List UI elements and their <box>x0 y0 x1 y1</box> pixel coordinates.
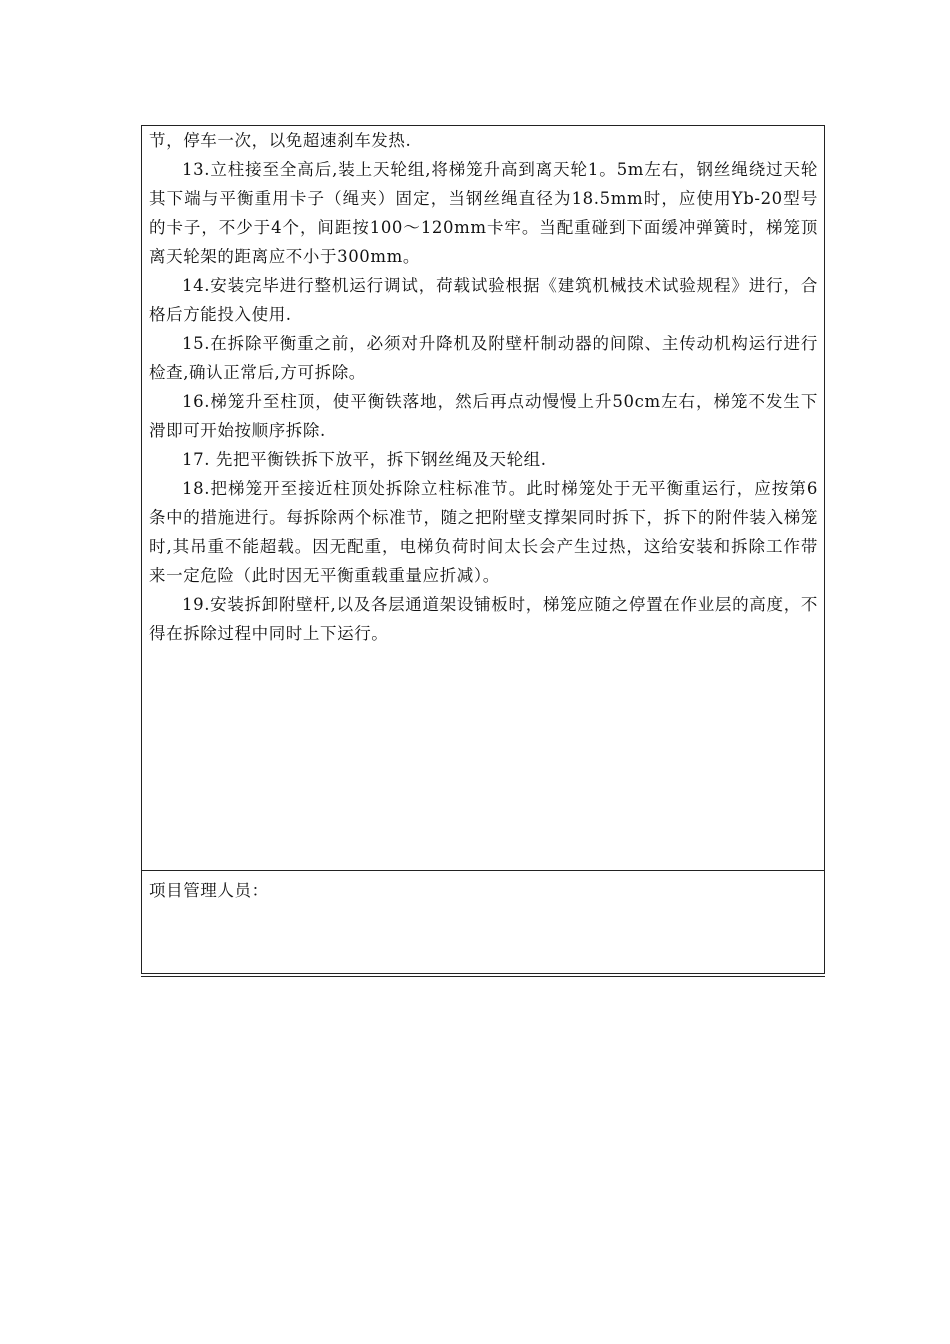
content-cell <box>142 126 824 871</box>
paragraph-15: 15.在拆除平衡重之前，必须对升降机及附壁杆制动器的间隙、主传动机构运行进行检查,确认正常后,方可拆除。 <box>149 334 818 382</box>
table-bottom-rule <box>141 976 825 977</box>
paragraph-18: 18.把梯笼开至接近柱顶处拆除立柱标准节。此时梯笼处于无平衡重运行，应按第6条中的措施进行。每拆除两个标准节，随之把附壁支撑架同时拆下，拆下的附件装入梯笼时,其吊重不能超载。因无配重，电梯负荷时间太长会产生过热，这给安装和拆除工作带来一定危险（此时因无平衡重载重量应折减）。 <box>149 479 818 585</box>
signature-label: 项目管理人员： <box>149 881 269 900</box>
document-table <box>141 125 825 974</box>
paragraph-14: 14.安装完毕进行整机运行调试，荷载试验根据《建筑机械技术试验规程》进行，合格后方能投入使用. <box>149 276 818 324</box>
paragraph-19: 19.安装拆卸附壁杆,以及各层通道架设铺板时，梯笼应随之停置在作业层的高度，不得在拆除过程中同时上下运行。 <box>149 595 818 643</box>
paragraph-continuation: 节，停车一次，以免超速刹车发热. <box>149 131 412 150</box>
paragraph-13: 13.立柱接至全高后,装上天轮组,将梯笼升高到离天轮1。5m左右，钢丝绳绕过天轮其下端与平衡重用卡子（绳夹）固定，当钢丝绳直径为18.5mm时，应使用Yb-20型号的卡子，不少于4个，间距按100～120mm卡牢。当配重碰到下面缓冲弹簧时，梯笼顶离天轮架的距离应不小于300mm。 <box>149 160 818 266</box>
signature-cell <box>142 871 824 973</box>
paragraph-17: 17. 先把平衡铁拆下放平，拆下钢丝绳及天轮组. <box>182 450 547 469</box>
paragraph-16: 16.梯笼升至柱顶，使平衡铁落地，然后再点动慢慢上升50cm左右，梯笼不发生下滑即可开始按顺序拆除. <box>149 392 818 440</box>
